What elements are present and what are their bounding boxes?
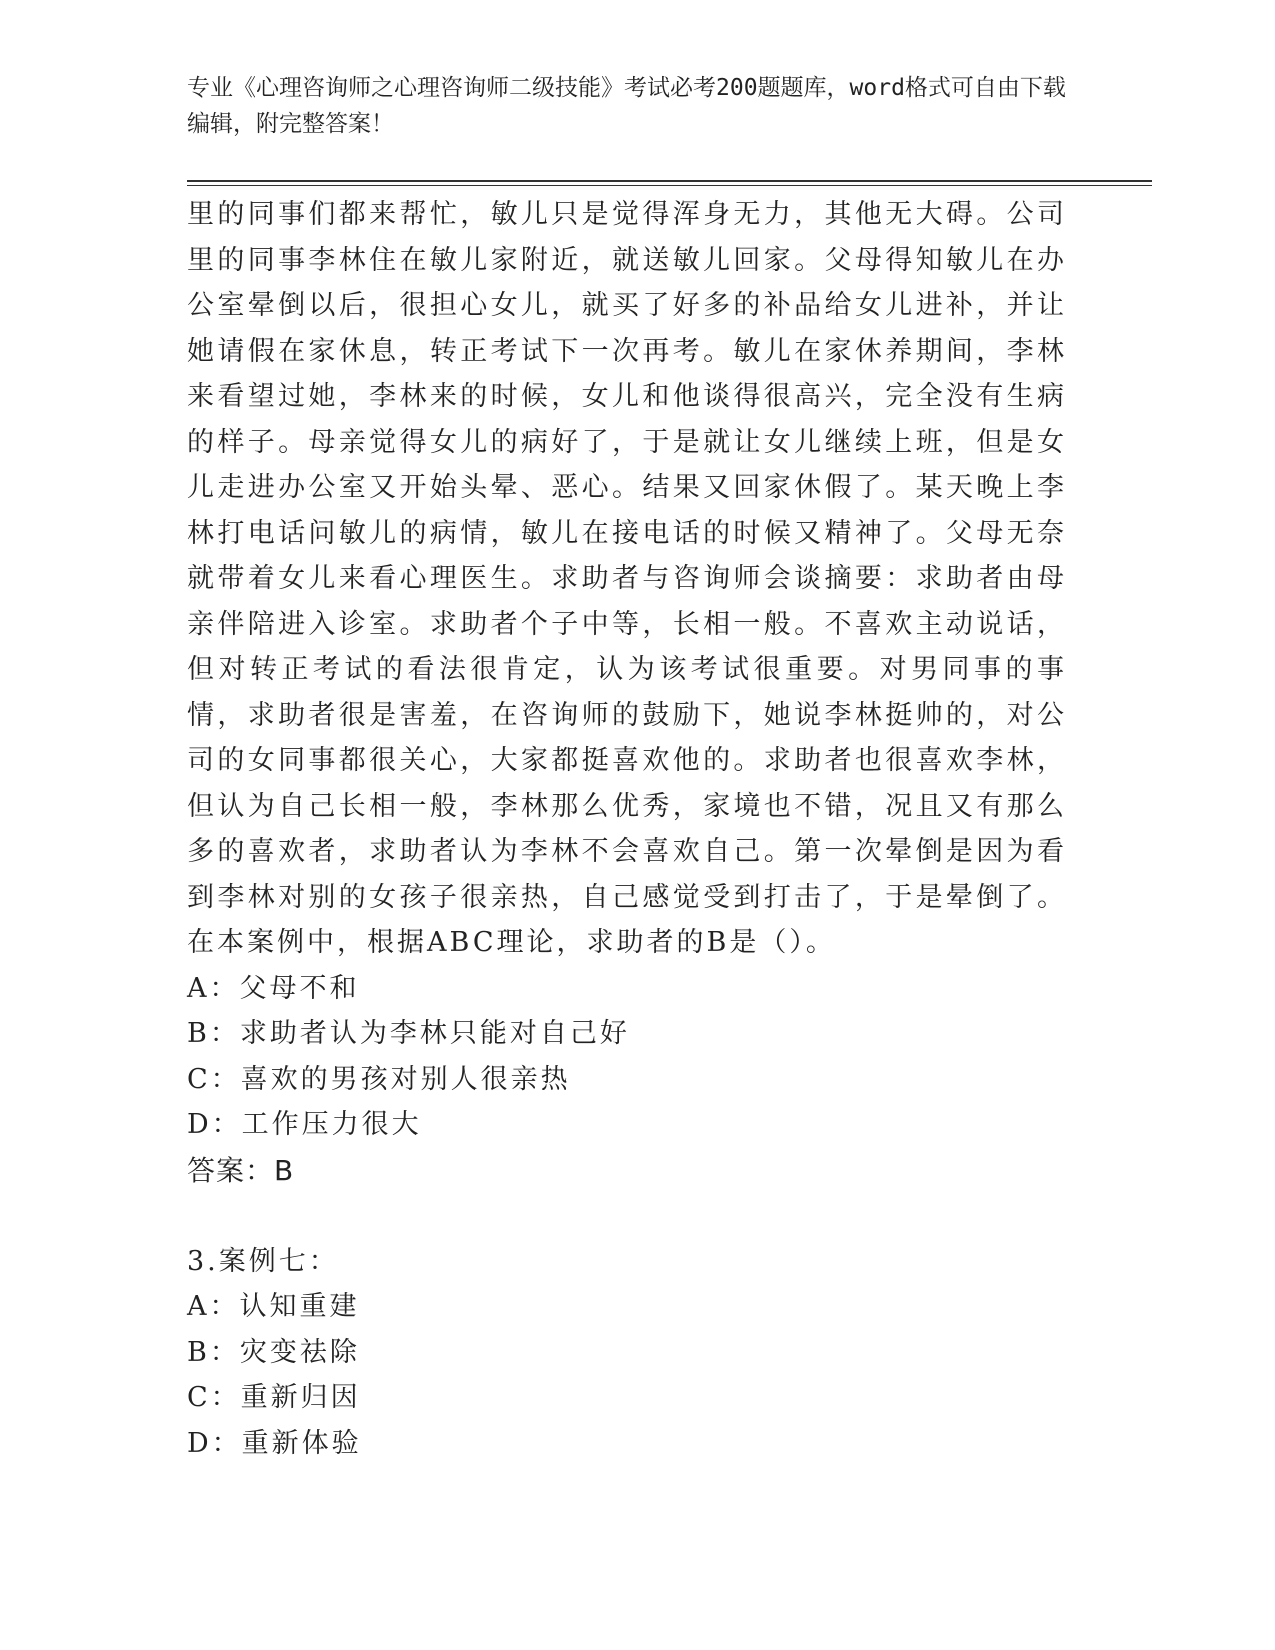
document-body	[187, 192, 1067, 1466]
question-stem: 里的同事们都来帮忙，敏儿只是觉得浑身无力，其他无大碍。公司里的同事李林住在敏儿家附近，就送敏儿回家。父母得知敏儿在办公室晕倒以后，很担心女儿，就买了好多的补品给女儿进补，并让她请假在家休息，转正考试下一次再考。敏儿在家休养期间，李林来看望过她，李林来的时候，女儿和他谈得很高兴，完全没有生病的样子。母亲觉得女儿的病好了，于是就让女儿继续上班，但是女儿走进办公室又开始头晕、恶心。结果又回家休假了。某天晚上李林打电话问敏儿的病情，敏儿在接电话的时候又精神了。父母无奈就带着女儿来看心理医生。求助者与咨询师会谈摘要：求助者由母亲伴陪进入诊室。求助者个子中等，长相一般。不喜欢主动说话，但对转正考试的看法很肯定，认为该考试很重要。对男同事的事情，求助者很是害羞，在咨询师的鼓励下，她说李林挺帅的，对公司的女同事都很关心，大家都挺喜欢他的。求助者也很喜欢李林，但认为自己长相一般，李林那么优秀，家境也不错，况且又有那么多的喜欢者，求助者认为李林不会喜欢自己。第一次晕倒是因为看到李林对别的女孩子很亲热，自己感觉受到打击了，于是晕倒了。在本案例中，根据ABC理论，求助者的B是（）。	[187, 199, 1067, 958]
option-d: D：工作压力很大	[187, 1109, 422, 1140]
option-a: A：认知重建	[187, 1291, 360, 1322]
answer-line: 答案：B	[187, 1153, 295, 1187]
question-stem: 3.案例七：	[187, 1245, 339, 1277]
option-a: A：父母不和	[187, 972, 360, 1004]
header-divider-thick	[187, 180, 1152, 182]
page-header: 专业《心理咨询师之心理咨询师二级技能》考试必考200题题库，word格式可自由下载编辑，附完整答案！	[187, 75, 1066, 137]
option-b: B：求助者认为李林只能对自己好	[187, 1018, 630, 1049]
option-d: D：重新体验	[187, 1427, 362, 1459]
question-spacer	[187, 1193, 1067, 1239]
option-c: C：喜欢的男孩对别人很亲热	[187, 1063, 571, 1095]
option-c: C：重新归因	[187, 1382, 361, 1413]
header-divider-thin	[187, 185, 1152, 186]
option-b: B：灾变祛除	[187, 1336, 360, 1368]
